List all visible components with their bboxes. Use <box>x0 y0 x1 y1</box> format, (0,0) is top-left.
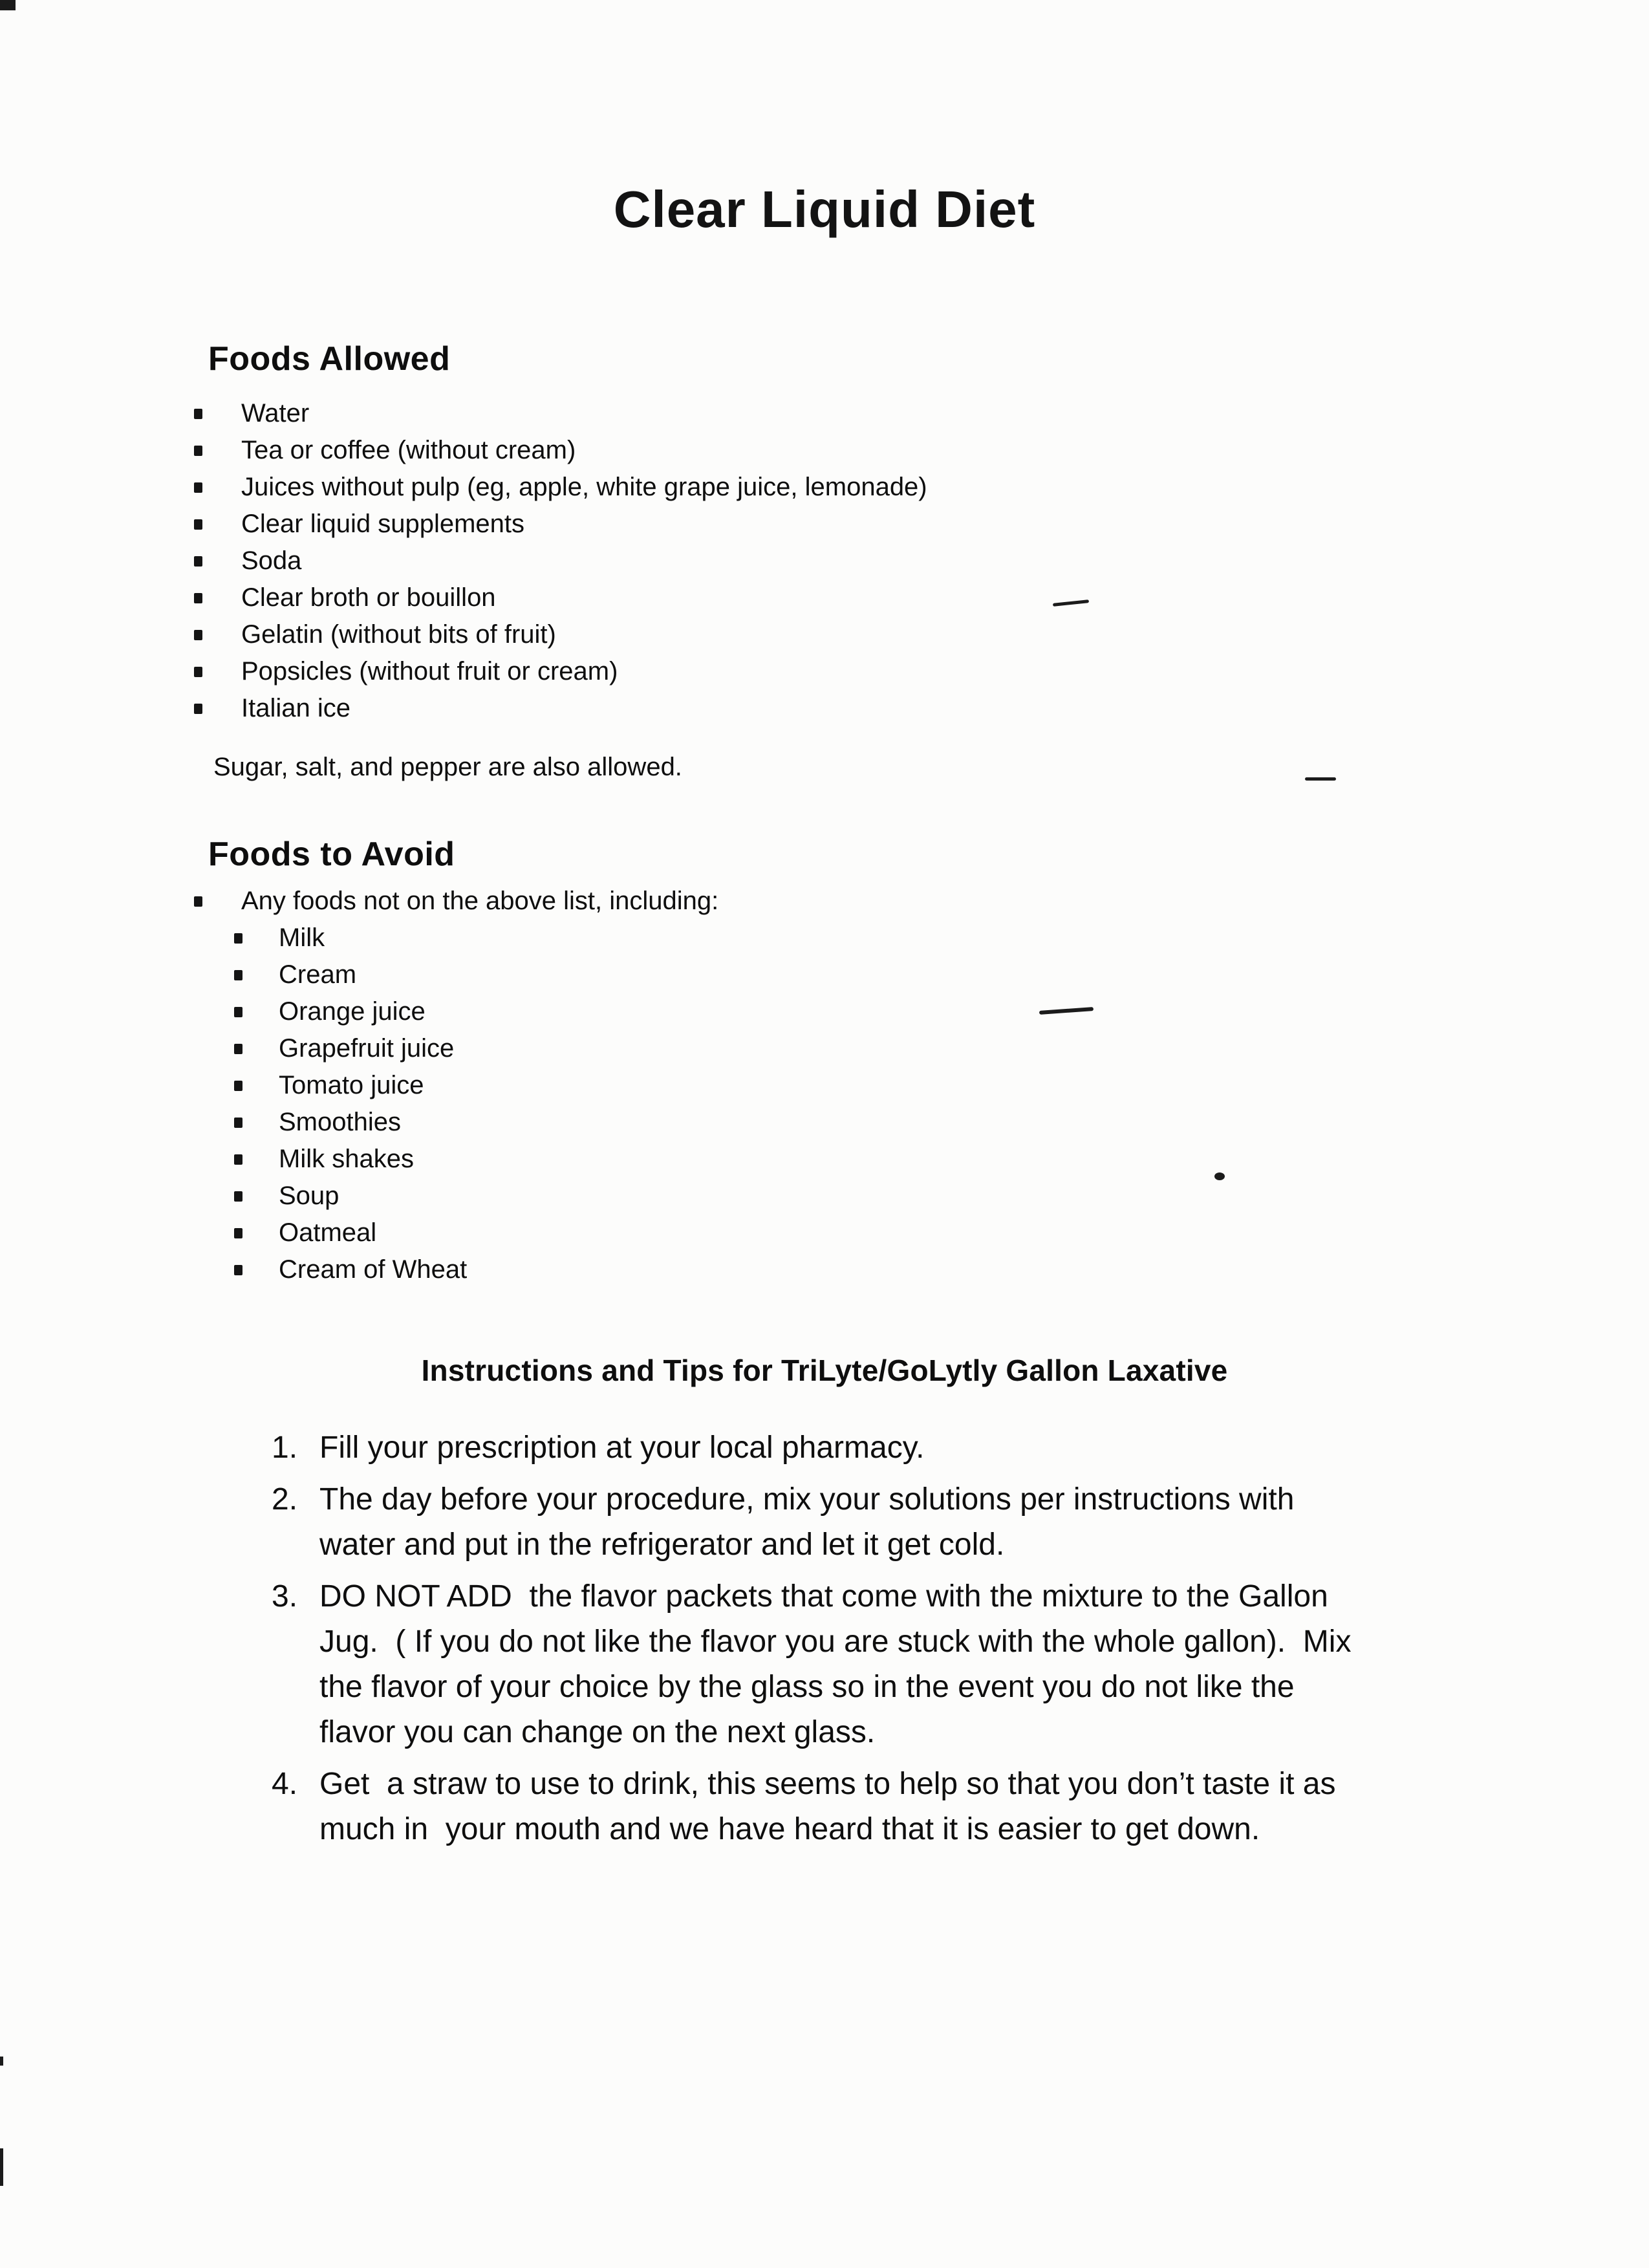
scan-artifact <box>0 2057 3 2066</box>
square-bullet-icon <box>234 1007 242 1017</box>
list-item <box>194 616 1649 653</box>
step-line: flavor you can change on the next glass. <box>319 1715 876 1749</box>
step-text <box>319 1477 1294 1568</box>
list-item-label: Milk <box>279 923 325 952</box>
list-item <box>234 1178 1649 1215</box>
step-number: 1. <box>272 1431 298 1465</box>
step-line: much in your mouth and we have heard that it is easier to get down. <box>319 1812 1260 1846</box>
list-item-label: Popsicles (without fruit or cream) <box>241 657 618 686</box>
step-line: the flavor of your choice by the glass so in the event you do not like the <box>319 1670 1295 1704</box>
list-item <box>194 579 1649 616</box>
list-item <box>194 432 1649 469</box>
square-bullet-icon <box>194 556 202 567</box>
step-number: 2. <box>272 1482 298 1517</box>
page-title: Clear Liquid Diet <box>613 180 1036 238</box>
step-text <box>319 1574 1351 1755</box>
list-item <box>234 993 1649 1030</box>
step-line: The day before your procedure, mix your solutions per instructions with <box>319 1482 1295 1517</box>
instruction-step <box>272 1425 1649 1471</box>
square-bullet-icon <box>194 519 202 530</box>
instruction-step <box>272 1477 1649 1568</box>
list-item <box>194 469 1649 506</box>
square-bullet-icon <box>234 1118 242 1128</box>
list-item <box>194 883 1649 920</box>
square-bullet-icon <box>234 1265 242 1275</box>
list-item <box>194 506 1649 543</box>
square-bullet-icon <box>194 409 202 419</box>
step-text <box>319 1762 1335 1852</box>
instruction-step <box>272 1574 1649 1755</box>
list-item-label: Gelatin (without bits of fruit) <box>241 620 556 649</box>
square-bullet-icon <box>194 630 202 640</box>
scan-artifact <box>0 0 16 10</box>
scan-artifact <box>1214 1172 1225 1180</box>
list-item-label: Tea or coffee (without cream) <box>241 436 576 464</box>
scan-artifact <box>1305 777 1336 781</box>
list-item-label: Italian ice <box>241 694 350 722</box>
list-item <box>234 1030 1649 1067</box>
foods-allowed-heading: Foods Allowed <box>208 340 451 378</box>
square-bullet-icon <box>234 1044 242 1054</box>
step-number: 4. <box>272 1767 298 1801</box>
square-bullet-icon <box>194 482 202 493</box>
foods-allowed-list <box>0 395 1649 727</box>
step-line: Jug. ( If you do not like the flavor you are stuck with the whole gallon). Mix <box>319 1625 1352 1659</box>
instructions-heading: Instructions and Tips for TriLyte/GoLytly Gallon Laxative <box>421 1354 1228 1387</box>
allowed-note: Sugar, salt, and pepper are also allowed. <box>213 753 682 781</box>
list-item <box>234 1215 1649 1251</box>
step-number: 3. <box>272 1579 298 1614</box>
square-bullet-icon <box>234 1081 242 1091</box>
list-item-label: Any foods not on the above list, including: <box>241 887 719 915</box>
square-bullet-icon <box>194 896 202 907</box>
list-item-label: Soup <box>279 1182 339 1210</box>
scan-artifact <box>0 2148 3 2186</box>
step-line: water and put in the refrigerator and let it get cold. <box>319 1528 1005 1562</box>
square-bullet-icon <box>194 704 202 714</box>
list-item-label: Grapefruit juice <box>279 1034 455 1063</box>
list-item <box>194 543 1649 579</box>
list-item <box>234 1141 1649 1178</box>
list-item-label: Oatmeal <box>279 1218 377 1247</box>
foods-to-avoid-list <box>0 883 1649 1288</box>
list-item <box>234 956 1649 993</box>
list-item-label: Milk shakes <box>279 1145 414 1173</box>
square-bullet-icon <box>234 933 242 944</box>
list-item <box>234 1251 1649 1288</box>
list-item-label: Water <box>241 399 310 427</box>
list-item-label: Tomato juice <box>279 1071 424 1099</box>
list-item <box>194 690 1649 727</box>
step-line: Get a straw to use to drink, this seems to help so that you don’t taste it as <box>319 1767 1336 1801</box>
list-item <box>234 1104 1649 1141</box>
list-item-label: Orange juice <box>279 997 426 1026</box>
square-bullet-icon <box>194 667 202 677</box>
list-item-label: Juices without pulp (eg, apple, white grape juice, lemonade) <box>241 473 927 501</box>
foods-to-avoid-heading: Foods to Avoid <box>208 836 455 873</box>
list-item <box>194 395 1649 432</box>
instructions-steps <box>0 1425 1649 1852</box>
list-item <box>194 653 1649 690</box>
step-text <box>319 1425 924 1471</box>
square-bullet-icon <box>234 970 242 980</box>
square-bullet-icon <box>234 1154 242 1165</box>
list-item <box>234 920 1649 956</box>
list-item-label: Soda <box>241 546 302 575</box>
list-item-label: Clear broth or bouillon <box>241 583 496 612</box>
list-item-label: Cream <box>279 960 357 989</box>
square-bullet-icon <box>194 593 202 603</box>
list-item-label: Cream of Wheat <box>279 1255 468 1284</box>
step-line: DO NOT ADD the flavor packets that come with the mixture to the Gallon <box>319 1579 1328 1614</box>
square-bullet-icon <box>234 1228 242 1238</box>
square-bullet-icon <box>194 446 202 456</box>
step-line: Fill your prescription at your local pharmacy. <box>319 1431 925 1465</box>
list-item-label: Clear liquid supplements <box>241 510 525 538</box>
square-bullet-icon <box>234 1191 242 1202</box>
list-item-label: Smoothies <box>279 1108 401 1136</box>
instruction-step <box>272 1762 1649 1852</box>
list-item <box>234 1067 1649 1104</box>
